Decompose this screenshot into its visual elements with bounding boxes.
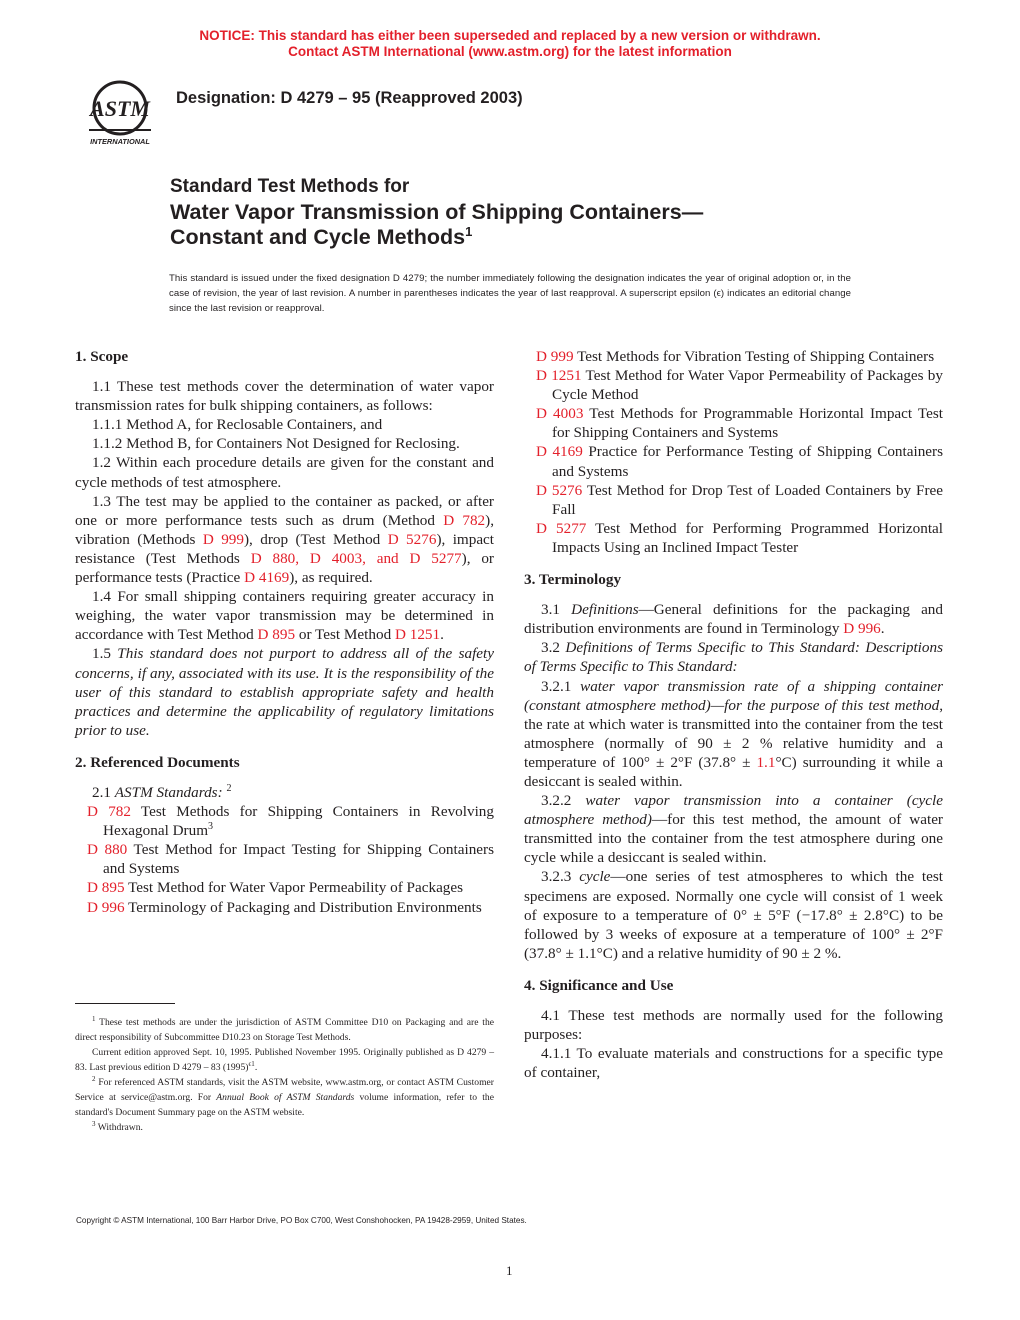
section-4-heading: 4. Significance and Use (524, 976, 674, 994)
right-column (524, 347, 943, 1082)
reference-code-link[interactable]: D 5277 (536, 519, 587, 537)
footnote-3: $^3$ Withdrawn. (92, 1119, 143, 1133)
ref-link-d5276[interactable]: D 5276 (387, 530, 437, 548)
reference-item (524, 519, 943, 557)
ref-link-d880-d4003-d5277[interactable]: D 880, D 4003, and D 5277 (250, 549, 462, 567)
para-3-2-2: 3.2.2 water vapor transmission into a container (cycle atmosphere method)—for this test method, the amount of water transmitted into the container from the test atmosphere during one cycle while a desiccant is sealed within. (524, 792, 944, 867)
reference-item (524, 366, 943, 404)
designation: Designation: D 4279 – 95 (Reapproved 2003) (176, 89, 523, 107)
reference-code-link[interactable]: D 895 (87, 879, 125, 897)
reference-title: Test Methods for Vibration Testing of Shipping Containers (573, 348, 935, 365)
reference-footnote-mark: 3 (208, 821, 214, 833)
reference-title: Practice for Performance Testing of Shipping Containers and Systems (552, 443, 944, 480)
reference-title: Test Method for Water Vapor Permeability of Packages (124, 879, 464, 897)
para-1-1-2: 1.1.2 Method B, for Containers Not Designed for Reclosing. (92, 435, 460, 453)
ref-link-d895[interactable]: D 895 (257, 626, 296, 644)
notice-line-2: Contact ASTM International (www.astm.org) for the latest information (288, 44, 732, 59)
issued-note: This standard is issued under the fixed designation D 4279; the number immediately following the designation indicates the year of original adoption or, in the case of revision, the year of last revision. A number in parentheses indicates the year of last reapproval. A superscript epsilon (ϵ) indicates an editorial change since the last revision or reapproval. (169, 273, 851, 314)
reference-item (75, 898, 494, 917)
reference-title: Test Methods for Programmable Horizontal Impact Test for Shipping Containers and Systems (552, 405, 944, 442)
para-4-1-1: 4.1.1 To evaluate materials and constructions for a specific type of container, (524, 1045, 943, 1082)
reference-code-link[interactable]: D 782 (87, 803, 131, 821)
astm-logo (75, 74, 165, 150)
ref-link-d782[interactable]: D 782 (443, 511, 486, 529)
reference-item (75, 878, 494, 897)
ref-link-d1251[interactable]: D 1251 (394, 626, 441, 644)
notice-line-1: NOTICE: This standard has either been superseded and replaced by a new version or withdrawn. (199, 28, 821, 43)
reference-title: Test Method for Performing Programmed Horizontal Impacts Using an Inclined Impact Tester (552, 519, 943, 556)
reference-item (524, 347, 943, 366)
para-1-3: 1.3 The test may be applied to the container as packed, or after one or more performance tests such as drum (Method D 782), vibration (Methods D 999), drop (Test Method D 5276), impact resistance (Test Methods D 880, D 4003, and D 5277), or performance tests (Practice D 4169), as required. (75, 492, 495, 587)
reference-title: Terminology of Packaging and Distribution Environments (124, 898, 482, 916)
reference-code-link[interactable]: D 880 (87, 841, 128, 859)
para-1-1: 1.1 These test methods cover the determination of water vapor transmission rates for bulk shipping containers, as follows: (75, 378, 494, 415)
ref-link-d996[interactable]: D 996 (843, 620, 881, 638)
ref-link-d4169[interactable]: D 4169 (244, 569, 290, 587)
para-4-1: 4.1 These test methods are normally used for the following purposes: (524, 1007, 943, 1044)
reference-code-link[interactable]: D 1251 (536, 367, 582, 385)
reference-item (75, 840, 494, 878)
left-column (75, 347, 494, 917)
para-3-2: 3.2 Definitions of Terms Specific to This Standard: Descriptions of Terms Specific to This Standard: (524, 639, 943, 676)
title-line-1: Standard Test Methods for (170, 176, 410, 197)
title-footnote-mark: 1 (465, 223, 473, 239)
reference-code-link[interactable]: D 5276 (536, 481, 583, 499)
ref-link-1-1[interactable]: 1.1 (756, 753, 776, 771)
reference-code-link[interactable]: D 999 (536, 348, 574, 365)
reference-item (524, 442, 943, 480)
title-line-2: Water Vapor Transmission of Shipping Containers— (170, 200, 704, 224)
reference-list-right (524, 347, 943, 557)
astm-logo-mark (75, 74, 165, 150)
ref-link-d999[interactable]: D 999 (202, 530, 244, 548)
reference-item (524, 404, 943, 442)
footnote-2: $^2$ For referenced ASTM standards, visit the ASTM website, www.astm.org, or contact ASTM Customer Service at service@astm.org. For Annual Book of ASTM Standards volume information, refer to the standard's Document Summary page on the ASTM website. (75, 1074, 494, 1118)
reference-title: Test Method for Water Vapor Permeability of Packages by Cycle Method (552, 367, 943, 404)
para-3-1: 3.1 Definitions—General definitions for the packaging and distribution environments are found in Terminology D 996. (524, 601, 943, 638)
footnotes (75, 1015, 494, 1135)
reference-code-link[interactable]: D 996 (87, 898, 125, 916)
title-line-3: Constant and Cycle Methods (170, 225, 466, 249)
document-title (170, 200, 703, 250)
para-1-1-1: 1.1.1 Method A, for Reclosable Containers, and (92, 416, 383, 434)
reference-list-left (75, 802, 494, 917)
astm-logo-subtitle: INTERNATIONAL (90, 137, 150, 146)
reference-title: Test Methods for Shipping Containers in Revolving Hexagonal Drum (103, 803, 494, 840)
copyright: Copyright © ASTM International, 100 Barr Harbor Drive, PO Box C700, West Conshohocken, PA 19428-2959, United States. (76, 1216, 527, 1225)
footnote-1: $^1$ These test methods are under the jurisdiction of ASTM Committee D10 on Packaging and are the direct responsibility of Subcommittee D10.23 on Storage Test Methods. (75, 1014, 494, 1043)
reference-code-link[interactable]: D 4169 (536, 443, 583, 461)
reference-item (75, 802, 494, 840)
para-3-2-1: 3.2.1 water vapor transmission rate of a shipping container (constant atmosphere method)—for the purpose of this test method, the rate at which water is transmitted into the container from the test atmosphere (normally of 90 ± 2 % relative humidity and a temperature of 100° ± 2°F (37.8° ± 1.1°C) surrounding it while a desiccant is sealed within. (524, 677, 943, 790)
title-line-3-wrapper (170, 225, 703, 250)
reference-title: Test Method for Impact Testing for Shipping Containers and Systems (103, 841, 495, 878)
footnote-1-edition: Current edition approved Sept. 10, 1995. Published November 1995. Originally published as D 4279 – 83. Last previous edition D 4279 – 83 $(1995)^{\epsilon 1}$. (75, 1047, 494, 1073)
section-1-heading: 1. Scope (75, 348, 129, 365)
section-2-heading: 2. Referenced Documents (75, 753, 240, 771)
reference-title: Test Method for Drop Test of Loaded Containers by Free Fall (552, 481, 943, 518)
section-3-heading: 3. Terminology (524, 571, 622, 589)
para-3-2-3: 3.2.3 cycle—one series of test atmospheres to which the test specimens are exposed. Normally one cycle will consist of 1 week of exposure to a temperature of 0° ± 5°F (−17.8° ± 2.8°C) to be followed by 3 weeks of exposure at a temperature of 100° ± 2°F (37.8° ± 1.1°C) and a relative humidity of 90 ± 2 %. (524, 868, 943, 962)
reference-item (524, 481, 943, 519)
para-1-2: 1.2 Within each procedure details are given for the constant and cycle methods of test atmosphere. (75, 454, 494, 491)
astm-logo-letters: ASTM (90, 96, 150, 121)
para-1-4: 1.4 For small shipping containers requiring greater accuracy in weighing, the water vapor transmission may be determined in accordance with Test Method D 895 or Test Method D 1251. (75, 588, 494, 644)
para-2-1: 2.1 ASTM Standards: $^2$ (92, 782, 232, 801)
footnote-rule (75, 1003, 175, 1004)
reference-code-link[interactable]: D 4003 (536, 405, 584, 423)
page-number: 1 (506, 1263, 513, 1278)
para-1-5: 1.5 This standard does not purport to address all of the safety concerns, if any, associated with its use. It is the responsibility of the user of this standard to establish appropriate safety and health practices and determine the applicability of regulatory limitations prior to use. (75, 645, 494, 739)
